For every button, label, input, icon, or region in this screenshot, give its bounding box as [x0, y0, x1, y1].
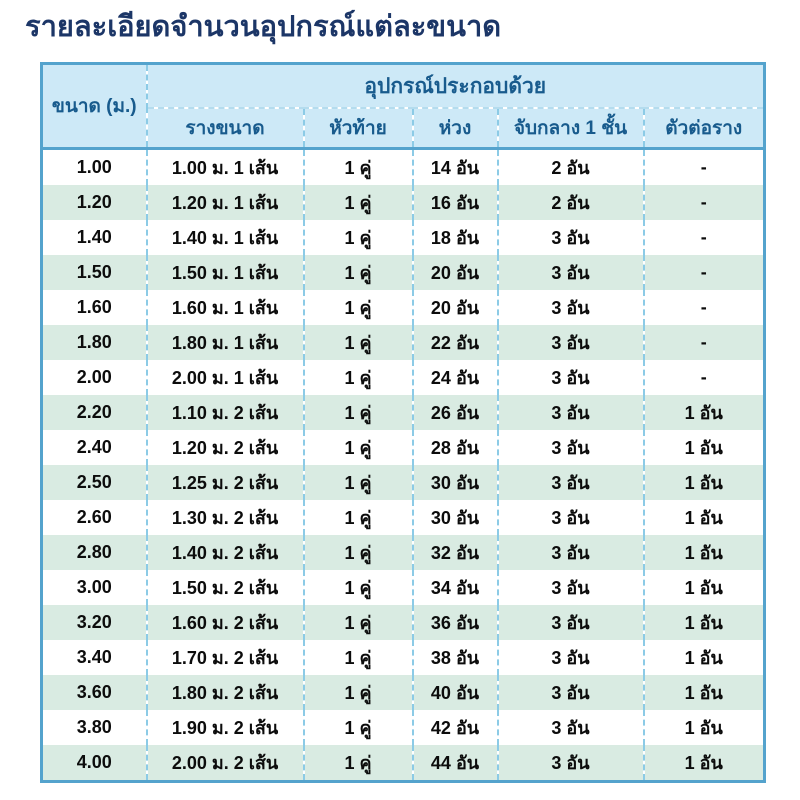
header-rail-connector: ตัวต่อราง — [644, 108, 765, 149]
table-row — [42, 220, 765, 255]
size-cell: 3.00 — [42, 570, 147, 605]
size-cell: 4.00 — [42, 745, 147, 782]
rail-connector-cell: - — [700, 227, 707, 247]
rail-size-cell: 1.90 ม. 2 เส้น — [147, 710, 304, 745]
middle-grip-cell: 3 อัน — [498, 395, 644, 430]
header-rail-size: รางขนาด — [147, 108, 304, 149]
size-cell: 2.00 — [42, 360, 147, 395]
rail-connector-cell: 1 อัน — [684, 438, 723, 458]
rail-connector-cell: - — [700, 297, 707, 317]
rail-connector-cell: 1 อัน — [684, 683, 723, 703]
middle-grip-cell: 2 อัน — [498, 149, 644, 186]
end-caps-cell: 1 คู่ — [304, 640, 413, 675]
rail-size-cell: 1.50 ม. 2 เส้น — [147, 570, 304, 605]
rail-size-cell: 1.20 ม. 1 เส้น — [147, 185, 304, 220]
end-caps-cell: 1 คู่ — [304, 675, 413, 710]
rings-cell: 14 อัน — [413, 149, 498, 186]
header-end-caps: หัวท้าย — [304, 108, 413, 149]
table-row — [42, 745, 765, 782]
rail-connector-cell: - — [700, 157, 707, 177]
rings-cell: 28 อัน — [413, 430, 498, 465]
table-row — [42, 605, 765, 640]
end-caps-cell: 1 คู่ — [304, 430, 413, 465]
table-row — [42, 535, 765, 570]
rail-connector-cell: - — [700, 192, 707, 212]
rail-size-cell: 1.50 ม. 1 เส้น — [147, 255, 304, 290]
table-row — [42, 325, 765, 360]
middle-grip-cell: 3 อัน — [498, 745, 644, 782]
table-row — [42, 710, 765, 745]
table-row — [42, 149, 765, 186]
size-cell: 1.40 — [42, 220, 147, 255]
size-cell: 1.60 — [42, 290, 147, 325]
rail-size-cell: 1.40 ม. 1 เส้น — [147, 220, 304, 255]
rings-cell: 30 อัน — [413, 500, 498, 535]
size-cell: 1.20 — [42, 185, 147, 220]
rail-size-cell: 1.10 ม. 2 เส้น — [147, 395, 304, 430]
end-caps-cell: 1 คู่ — [304, 745, 413, 782]
table-row — [42, 255, 765, 290]
size-cell: 3.60 — [42, 675, 147, 710]
rings-cell: 20 อัน — [413, 255, 498, 290]
size-cell: 2.50 — [42, 465, 147, 500]
table-body — [42, 149, 765, 782]
rail-connector-cell: - — [700, 332, 707, 352]
header-size: ขนาด (ม.) — [42, 64, 147, 149]
rail-connector-cell: 1 อัน — [684, 473, 723, 493]
rings-cell: 24 อัน — [413, 360, 498, 395]
table-header — [42, 64, 765, 149]
table-row — [42, 185, 765, 220]
rail-connector-cell: - — [700, 367, 707, 387]
middle-grip-cell: 3 อัน — [498, 640, 644, 675]
middle-grip-cell: 3 อัน — [498, 570, 644, 605]
rings-cell: 22 อัน — [413, 325, 498, 360]
rail-connector-cell: 1 อัน — [684, 403, 723, 423]
end-caps-cell: 1 คู่ — [304, 570, 413, 605]
size-cell: 2.80 — [42, 535, 147, 570]
rings-cell: 32 อัน — [413, 535, 498, 570]
table-row — [42, 675, 765, 710]
end-caps-cell: 1 คู่ — [304, 395, 413, 430]
size-cell: 2.60 — [42, 500, 147, 535]
middle-grip-cell: 3 อัน — [498, 710, 644, 745]
table-row — [42, 395, 765, 430]
rail-size-cell: 1.70 ม. 2 เส้น — [147, 640, 304, 675]
size-cell: 2.20 — [42, 395, 147, 430]
middle-grip-cell: 3 อัน — [498, 605, 644, 640]
table-row — [42, 430, 765, 465]
rail-size-cell: 1.20 ม. 2 เส้น — [147, 430, 304, 465]
header-rings: ห่วง — [413, 108, 498, 149]
rail-size-cell: 1.00 ม. 1 เส้น — [147, 149, 304, 186]
end-caps-cell: 1 คู่ — [304, 535, 413, 570]
rings-cell: 38 อัน — [413, 640, 498, 675]
rail-size-cell: 1.80 ม. 2 เส้น — [147, 675, 304, 710]
rail-connector-cell: 1 อัน — [684, 543, 723, 563]
header-middle-grip: จับกลาง 1 ชั้น — [498, 108, 644, 149]
end-caps-cell: 1 คู่ — [304, 360, 413, 395]
rail-connector-cell: - — [700, 262, 707, 282]
table-row — [42, 360, 765, 395]
table-row — [42, 570, 765, 605]
table-row — [42, 500, 765, 535]
end-caps-cell: 1 คู่ — [304, 500, 413, 535]
end-caps-cell: 1 คู่ — [304, 220, 413, 255]
size-cell: 1.50 — [42, 255, 147, 290]
rail-size-cell: 1.60 ม. 1 เส้น — [147, 290, 304, 325]
table-row — [42, 290, 765, 325]
end-caps-cell: 1 คู่ — [304, 465, 413, 500]
rail-size-cell: 2.00 ม. 1 เส้น — [147, 360, 304, 395]
middle-grip-cell: 3 อัน — [498, 290, 644, 325]
rail-connector-cell: 1 อัน — [684, 613, 723, 633]
header-row-group — [42, 64, 765, 109]
end-caps-cell: 1 คู่ — [304, 149, 413, 186]
middle-grip-cell: 2 อัน — [498, 185, 644, 220]
middle-grip-cell: 3 อัน — [498, 325, 644, 360]
end-caps-cell: 1 คู่ — [304, 325, 413, 360]
size-cell: 2.40 — [42, 430, 147, 465]
middle-grip-cell: 3 อัน — [498, 255, 644, 290]
size-cell: 1.00 — [42, 149, 147, 186]
rail-size-cell: 2.00 ม. 2 เส้น — [147, 745, 304, 782]
rail-size-cell: 1.25 ม. 2 เส้น — [147, 465, 304, 500]
size-cell: 1.80 — [42, 325, 147, 360]
size-cell: 3.40 — [42, 640, 147, 675]
rail-size-cell: 1.40 ม. 2 เส้น — [147, 535, 304, 570]
rings-cell: 34 อัน — [413, 570, 498, 605]
rail-connector-cell: 1 อัน — [684, 648, 723, 668]
rail-connector-cell: 1 อัน — [684, 508, 723, 528]
end-caps-cell: 1 คู่ — [304, 255, 413, 290]
page-title: รายละเอียดจำนวนอุปกรณ์แต่ละขนาด — [25, 11, 502, 43]
middle-grip-cell: 3 อัน — [498, 500, 644, 535]
end-caps-cell: 1 คู่ — [304, 290, 413, 325]
end-caps-cell: 1 คู่ — [304, 710, 413, 745]
size-cell: 3.20 — [42, 605, 147, 640]
rail-connector-cell: 1 อัน — [684, 578, 723, 598]
middle-grip-cell: 3 อัน — [498, 220, 644, 255]
table-row — [42, 640, 765, 675]
rings-cell: 36 อัน — [413, 605, 498, 640]
end-caps-cell: 1 คู่ — [304, 605, 413, 640]
rail-connector-cell: 1 อัน — [684, 753, 723, 773]
rings-cell: 30 อัน — [413, 465, 498, 500]
rings-cell: 42 อัน — [413, 710, 498, 745]
rings-cell: 18 อัน — [413, 220, 498, 255]
rail-connector-cell: 1 อัน — [684, 718, 723, 738]
rings-cell: 16 อัน — [413, 185, 498, 220]
size-cell: 3.80 — [42, 710, 147, 745]
middle-grip-cell: 3 อัน — [498, 360, 644, 395]
table-row — [42, 465, 765, 500]
equipment-table — [40, 62, 766, 783]
rail-size-cell: 1.60 ม. 2 เส้น — [147, 605, 304, 640]
rings-cell: 26 อัน — [413, 395, 498, 430]
middle-grip-cell: 3 อัน — [498, 465, 644, 500]
rings-cell: 44 อัน — [413, 745, 498, 782]
middle-grip-cell: 3 อัน — [498, 535, 644, 570]
rings-cell: 20 อัน — [413, 290, 498, 325]
rail-size-cell: 1.30 ม. 2 เส้น — [147, 500, 304, 535]
header-equipment-group: อุปกรณ์ประกอบด้วย — [147, 64, 765, 109]
header-row-sub — [42, 108, 765, 149]
end-caps-cell: 1 คู่ — [304, 185, 413, 220]
rail-size-cell: 1.80 ม. 1 เส้น — [147, 325, 304, 360]
middle-grip-cell: 3 อัน — [498, 675, 644, 710]
rings-cell: 40 อัน — [413, 675, 498, 710]
middle-grip-cell: 3 อัน — [498, 430, 644, 465]
